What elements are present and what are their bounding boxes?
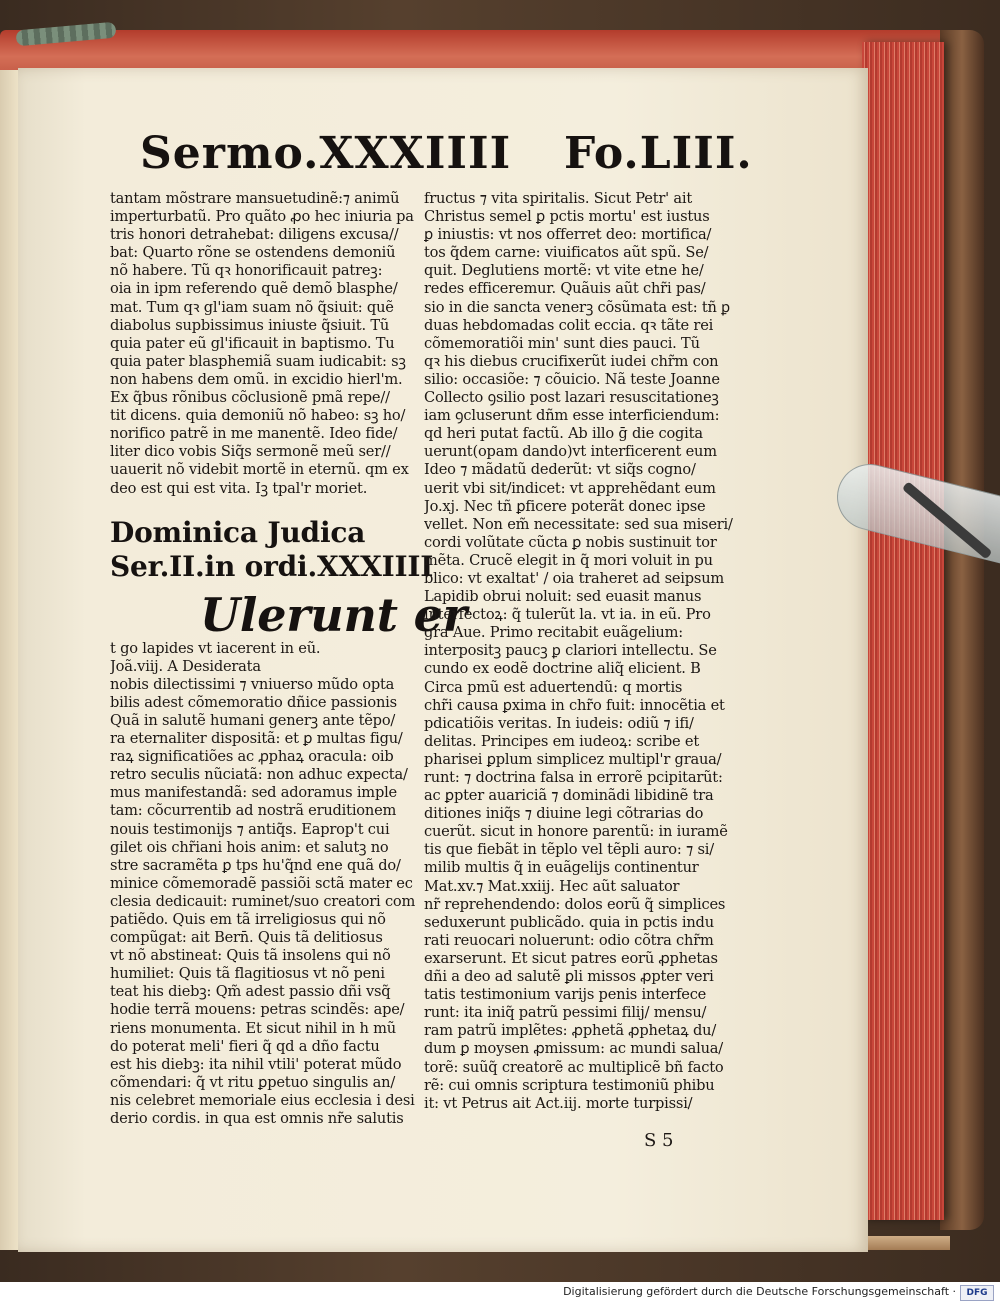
text-line: cordi volũtate cũcta ꝑ nobis sustinuit tor — [424, 533, 717, 551]
text-line: stre sacramẽta ꝑ tps hu'q̃nd ene quã do/ — [110, 856, 401, 874]
dfg-logo-text: DFG — [966, 1288, 988, 1298]
text-line: qꝛ his diebus crucifixerũt iudei chr̃m con — [424, 352, 719, 370]
left-text-column — [110, 190, 467, 1128]
signature-mark: S 5 — [644, 1130, 674, 1151]
text-line: diabolus supbissimus iniuste q̃siuit. Tũ — [110, 316, 390, 334]
text-line: norifico patrẽ in me manentẽ. Ideo fide/ — [110, 425, 398, 443]
right-column-body-text — [424, 190, 736, 1113]
text-line: iam ꝯcluserunt dñm esse interficiendum: — [424, 407, 720, 425]
text-line: Ex q̃bus rõnibus cõclusionẽ pmã repe// — [110, 389, 390, 407]
text-line: uerit vbi sit/indicet: vt apprehẽdant eum — [424, 479, 716, 497]
text-line: ram patrũ implẽtes: ꝓphetã ꝓphetaꝝ du/ — [424, 1022, 717, 1040]
text-line: patiẽdo. Quis em tã irreligiosus qui nõ — [110, 911, 386, 928]
text-line: pdicatiõis veritas. In iudeis: odiũ ⁊ ifi/ — [424, 714, 694, 732]
text-line: bat: Quarto rõne se ostendens demoniũ — [110, 244, 396, 262]
text-line: redes efficeremur. Quãuis aũt chr̃i pas/ — [424, 280, 706, 298]
text-line: nouis testimonijs ⁊ antiq̃s. Eaprop't cui — [110, 820, 390, 838]
text-line: tantam mõstrare mansuetudinẽ:⁊ animũ — [110, 190, 400, 207]
funding-credit: Digitalisierung gefördert durch die Deutsche Forschungsgemeinschaft · — [563, 1285, 956, 1298]
text-line: duas hebdomadas colit eccia. qꝛ tãte rei — [424, 316, 714, 334]
text-line: non habens dem omũ. in excidio hierl'm. — [110, 370, 403, 388]
text-line: Jo.xj. Nec tñ ꝑficere poterãt donec ipse — [424, 497, 706, 515]
text-line: derio cordis. in qua est omnis nr̃e salutis — [110, 1110, 404, 1128]
text-line: teat his diebꝫ: Qm̃ adest passio dñi vsq̃ — [110, 983, 391, 1001]
text-line: rati reuocari noluerunt: odio cõtra chr̃m — [424, 931, 714, 949]
text-line: blico: vt exaltat' / oia traheret ad seipsum — [424, 569, 725, 587]
text-line: do poterat meli' fieri q̃ qd a dño factu — [110, 1037, 380, 1055]
text-line: interpositꝫ paucꝫ ꝑ clariori intellectu. Se — [424, 642, 717, 660]
text-line: hodie terrã mouens: petras scindẽs: ape/ — [110, 1001, 405, 1019]
text-line: riens monumenta. Et sicut nihil in h mũ — [110, 1019, 396, 1037]
text-line: liter dico vobis Siq̃s sermonẽ meũ ser// — [110, 443, 391, 461]
text-line: ra eternaliter dispositã: et ꝑ multas figu/ — [110, 730, 403, 748]
sermon-heading-line: Ser.II.in ordi.XXXIIII — [110, 549, 434, 583]
text-line: fructus ⁊ vita spiritalis. Sicut Petr' ait — [424, 190, 693, 207]
text-line: dñi a deo ad salutẽ ꝑli missos ꝓpter veri — [424, 968, 714, 986]
text-line: Lapidib obrui noluit: sed euasit manus — [424, 588, 702, 606]
text-line: runt: ⁊ doctrina falsa in errorẽ pcipitarũt: — [424, 769, 723, 786]
left-page-edge — [0, 70, 20, 1250]
text-line: imperturbatũ. Pro quãto ꝓo hec iniuria pa — [110, 208, 414, 226]
text-line: tis que fiebãt in tẽplo vel tẽpli auro: ⁊ si/ — [424, 841, 714, 859]
text-line: nobis dilectissimi ⁊ vniuerso mũdo opta — [110, 675, 395, 693]
text-line: quit. Deglutiens mortẽ: vt vite etne he/ — [424, 262, 704, 280]
text-line: deo est qui est vita. Iꝫ tpal'r moriet. — [110, 479, 368, 497]
text-line: pharisei ꝑplum simplicez multipl'r graua/ — [424, 750, 722, 768]
text-line: chr̃i causa ꝑxima in chr̃o fuit: innocẽtia et — [424, 696, 725, 714]
running-title: Sermo.XXXIIII — [140, 128, 512, 179]
text-line: clesia dedicauit: ruminet/suo creatori com — [110, 892, 416, 910]
text-line: cundo ex eodẽ doctrine aliq̃ elicient. B — [424, 660, 701, 678]
text-line: tatis testimonium varijs penis interfece — [424, 986, 707, 1004]
text-line: minice cõmemoradẽ passiõi sctã mater ec — [110, 874, 413, 892]
text-line: Joã.viij. A Desiderata — [110, 657, 261, 675]
text-line: cõmemoratiõi min' sunt dies pauci. Tũ — [424, 334, 700, 352]
text-line: humiliet: Quis tã flagitiosus vt nõ peni — [110, 965, 385, 983]
text-line: interfectoꝝ: q̃ tulerũt la. vt ia. in eũ. Pro — [424, 606, 711, 624]
text-line: vt nõ abstineat: Quis tã insolens qui nõ — [110, 947, 391, 965]
text-line: rẽ: cui omnis scriptura testimoniũ phibu — [424, 1076, 715, 1094]
text-line: Mat.xv.⁊ Mat.xxiij. Hec aũt saluator — [424, 877, 680, 895]
text-line: torẽ: suũq̃ creatorẽ ac multiplicẽ bñ facto — [424, 1058, 724, 1076]
text-line: seduxerunt publicãdo. quia in pctis indu — [424, 913, 714, 931]
text-line: qd heri putat factũ. Ab illo ḡ die cogita — [424, 425, 703, 443]
text-line: delitas. Principes em iudeoꝝ: scribe et — [424, 732, 700, 750]
text-line: dum ꝑ moysen ꝓmissum: ac mundi salua/ — [424, 1040, 724, 1058]
text-line: Collecto ꝯsilio post lazari resuscitationeꝫ — [424, 389, 719, 407]
text-line: tris honori detrahebat: diligens excusa// — [110, 226, 399, 244]
text-line: nr̃ reprehendendo: dolos eorũ q̃ simplices — [424, 895, 726, 913]
text-line: Circa pmũ est aduertendũ: q mortis — [424, 678, 683, 696]
text-line: cuerũt. sicut in honore parentũ: in iuramẽ — [424, 823, 728, 841]
text-line: bilis adest cõmemoratio dñice passionis — [110, 693, 397, 711]
text-line: runt: ita iniq̃ patrũ pessimi filij/ mensu/ — [424, 1004, 707, 1022]
left-column-body-text — [110, 640, 420, 1129]
text-line: tit dicens. quia demoniũ nõ habeo: sꝫ ho/ — [110, 407, 406, 425]
text-line: silio: occasiõe: ⁊ cõuicio. Nã teste Joanne — [424, 370, 720, 388]
text-line: uauerit nõ videbit mortẽ in eternũ. qm ex — [110, 461, 409, 479]
text-line: mẽta. Crucẽ elegit in q̃ mori voluit in pu — [424, 551, 713, 569]
text-line: it: vt Petrus ait Act.iij. morte turpissi/ — [424, 1094, 693, 1112]
text-line: tos q̃dem carne: viuificatos aũt spũ. Se/ — [424, 244, 709, 262]
text-line: ꝑ iniustis: vt nos offerret deo: mortifica/ — [424, 226, 712, 244]
text-line: milib multis q̃ in euãgelijs continentur — [424, 859, 699, 877]
text-line: sio in die sancta venerꝫ cõsũmata est: tñ ꝑ — [424, 298, 730, 316]
text-line: Ideo ⁊ mãdatũ dederũt: vt siq̃s cogno/ — [424, 461, 696, 479]
text-line: raꝝ significatiões ac ꝓphaꝝ oracula: oib — [110, 748, 394, 766]
text-line: Christus semel ꝑ pctis mortu' est iustus — [424, 208, 710, 226]
text-line: uerunt(opam dando)vt interficerent eum — [424, 443, 717, 461]
sermon-heading — [110, 515, 434, 584]
text-line: est his diebꝫ: ita nihil vtili' poterat mũdo — [110, 1055, 402, 1073]
text-line: oia in ipm referendo quẽ demõ blasphe/ — [110, 280, 398, 298]
text-line: exarserunt. Et sicut patres eorũ ꝓphetas — [424, 949, 718, 967]
text-line: cõmendari: q̃ vt ritu ꝑpetuo singulis an/ — [110, 1073, 396, 1091]
text-line: mat. Tum qꝛ gl'iam suam nõ q̃siuit: quẽ — [110, 298, 394, 316]
text-line: compũgat: ait Bern̄. Quis tã delitiosus — [110, 929, 383, 947]
text-line: nis celebret memoriale eius ecclesia i desi — [110, 1091, 415, 1109]
text-line: quia pater eũ gl'ificauit in baptismo. Tu — [110, 334, 395, 352]
text-line: tam: cõcurrentib ad nostrã eruditionem — [110, 802, 397, 820]
text-line: t go lapides vt iacerent in eũ. — [110, 639, 321, 657]
text-line: gra Aue. Primo recitabit euãgelium: — [424, 624, 683, 642]
text-line: nõ habere. Tũ qꝛ honorificauit patreꝫ: — [110, 262, 383, 280]
text-line: gilet ois chr̃iani hois anim: et salutꝫ no — [110, 838, 389, 856]
text-line: ac ꝑpter auariciã ⁊ dominãdi libidinẽ tra — [424, 787, 714, 805]
text-line: vellet. Non em̃ necessitate: sed sua miseri/ — [424, 515, 733, 533]
text-line: mus manifestandã: sed adoramus imple — [110, 784, 397, 802]
text-line: Quã in salutẽ humani generꝫ ante tẽpo/ — [110, 711, 396, 729]
left-column-top-text — [110, 190, 420, 498]
dfg-logo — [960, 1285, 994, 1301]
digitization-footer — [0, 1282, 1000, 1302]
book-cover — [940, 30, 984, 1230]
page-header — [140, 128, 753, 188]
right-text-column — [424, 190, 736, 1113]
text-line: ditiones iniq̃s ⁊ diuine legi cõtrarias do — [424, 805, 704, 823]
text-line: retro seculis nũciatã: non adhuc expecta/ — [110, 766, 408, 784]
decorated-initial-line: Ulerunt er — [200, 587, 467, 642]
red-fore-edge — [862, 42, 944, 1220]
sermon-heading-line: Dominica Judica — [110, 515, 366, 549]
text-line: quia pater blasphemiã suam iudicabit: sꝫ — [110, 352, 406, 370]
folio-number: Fo.LIII. — [564, 128, 753, 179]
